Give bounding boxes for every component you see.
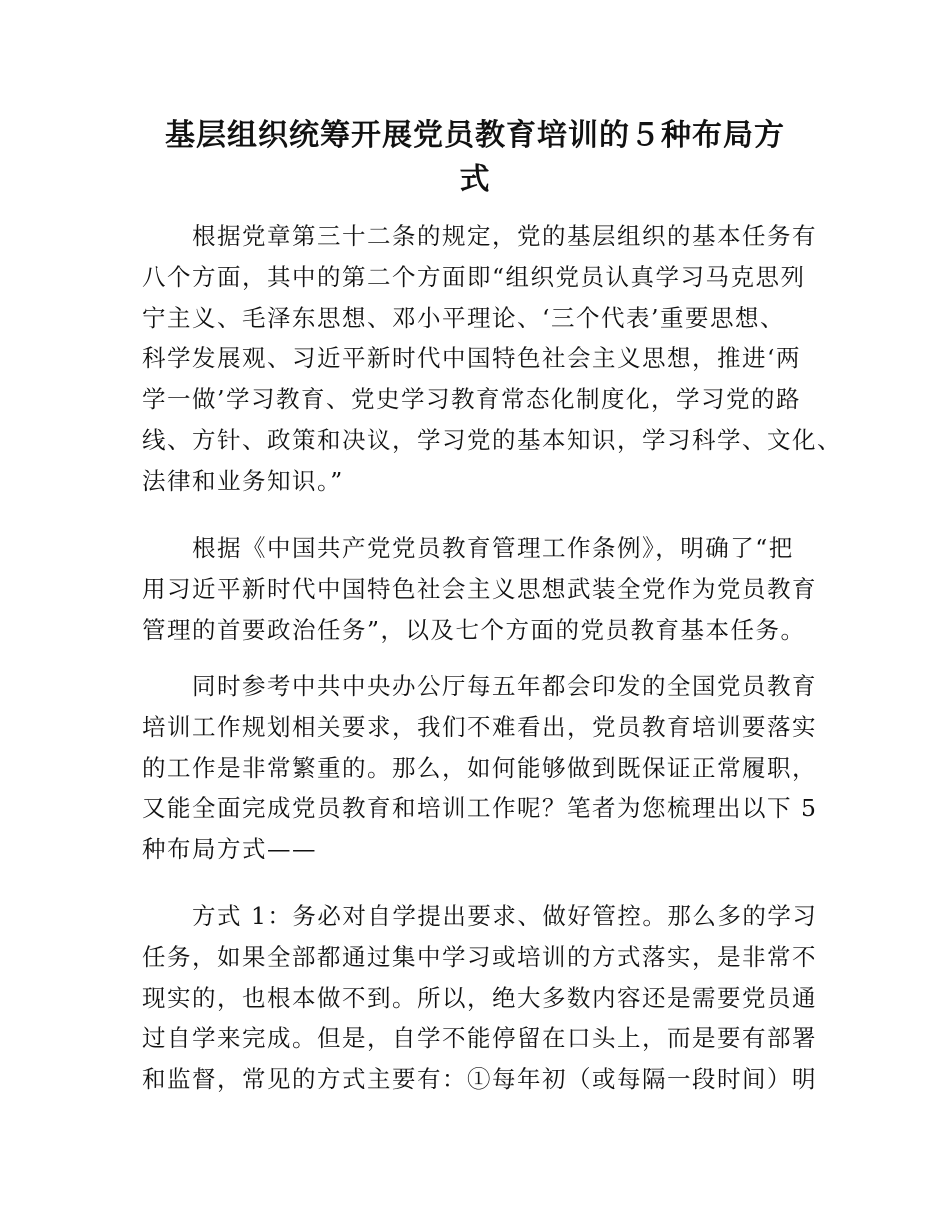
- text-line: 方式 1：务必对自学提出要求、做好管控。那么多的学习: [142, 902, 818, 930]
- text-line: 和监督，常见的方式主要有：①每年初（或每隔一段时间）明: [142, 1065, 817, 1094]
- text-line: 根据《中国共产党党员教育管理工作条例》，明确了“把: [142, 534, 794, 562]
- text-line: 培训工作规划相关要求，我们不难看出，党员教育培训要落实: [142, 712, 817, 741]
- text-line: 八个方面，其中的第二个方面即“组织党员认真学习马克思列: [142, 262, 806, 291]
- text-line: 的工作是非常繁重的。那么，如何能够做到既保证正常履职，: [142, 753, 817, 782]
- text-line: 法律和业务知识。”: [142, 466, 344, 495]
- text-line: 管理的首要政治任务”，以及七个方面的党员教育基本任务。: [142, 615, 806, 644]
- text-line: 学一做’学习教育、党史学习教育常态化制度化，学习党的路: [142, 385, 801, 414]
- text-line: 任务，如果全部都通过集中学习或培训的方式落实，是非常不: [142, 942, 817, 971]
- title-line: 基层组织统筹开展党员教育培训的５种布局方: [165, 118, 785, 153]
- paragraph-party-constitution: [142, 216, 842, 502]
- text-line: 同时参考中共中央办公厅每五年都会印发的全国党员教育: [142, 672, 817, 700]
- text-line: 又能全面完成党员教育和培训工作呢？笔者为您梳理出以下 5: [142, 794, 818, 823]
- text-line: 根据党章第三十二条的规定，党的基层组织的基本任务有: [142, 222, 817, 250]
- text-line: 过自学来完成。但是，自学不能停留在口头上，而是要有部署: [142, 1024, 817, 1053]
- text-line: 科学发展观、习近平新时代中国特色社会主义思想，推进‘两: [142, 344, 801, 373]
- text-line: 现实的，也根本做不到。所以，绝大多数内容还是需要党员通: [142, 983, 817, 1012]
- text-line: 线、方针、政策和决议，学习党的基本知识，学习科学、文化、: [142, 425, 842, 454]
- title-line: 式: [459, 162, 491, 197]
- document-title: [142, 114, 808, 202]
- text-line: 用习近平新时代中国特色社会主义思想武装全党作为党员教育: [142, 574, 817, 603]
- text-line: 种布局方式——: [142, 835, 317, 864]
- text-line: 宁主义、毛泽东思想、邓小平理论、‘三个代表’重要思想、: [142, 303, 785, 332]
- paragraph-training-plan: [142, 666, 832, 870]
- paragraph-method-1: [142, 896, 832, 1100]
- paragraph-regulations: [142, 528, 832, 650]
